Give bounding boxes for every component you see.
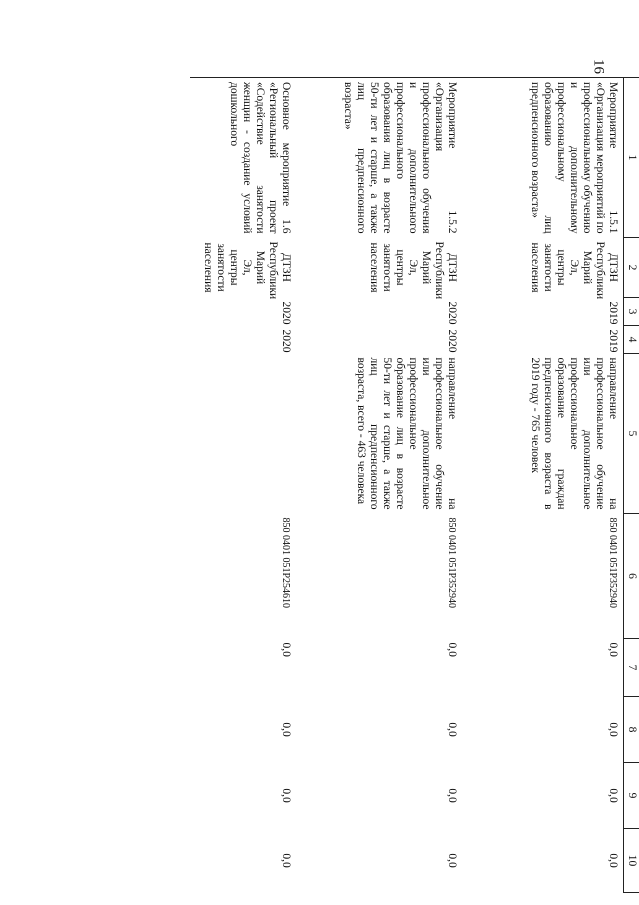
value-cell: 0,0 — [280, 788, 292, 803]
end-year-cell: 2020 — [446, 329, 458, 353]
program-table — [190, 77, 639, 893]
header-cell: 10 — [624, 829, 639, 893]
start-year-cell: 2019 — [607, 301, 619, 325]
value-cell: 0,0 — [446, 722, 458, 737]
start-year-cell: 2020 — [446, 301, 458, 325]
activity-cell: Мероприятие 1.5.2 «Организация профессионального обучения и дополнительного профессионального образования лиц в возрасте 50-ти лет и старше, а также лиц предпенсионного возраста» — [296, 78, 462, 238]
executor-cell: ДТЗН Республики Марий Эл, центры занятости населения — [368, 241, 458, 300]
value-cell: 0,0 — [280, 642, 292, 657]
result-cell: направление на профессиональное обучение или дополнительное профессиональное образование лиц в возрасте 50-ти лет и старше, а также лиц предпенсионного возраста, всего - 463 человека — [355, 357, 458, 510]
header-cell: 2 — [624, 238, 639, 298]
value-cell: 0,0 — [607, 642, 619, 657]
budget-code-cell: 850 0401 051P254610 — [280, 517, 291, 609]
page-number: 16 — [590, 59, 607, 74]
table-header — [624, 78, 639, 893]
header-cell: 6 — [624, 514, 639, 639]
end-year-cell: 2020 — [280, 329, 292, 353]
start-year-cell: 2020 — [280, 301, 292, 325]
header-cell: 1 — [624, 78, 639, 238]
value-cell: 0,0 — [446, 788, 458, 803]
header-cell: 7 — [624, 639, 639, 697]
header-cell: 3 — [624, 298, 639, 326]
header-cell: 4 — [624, 326, 639, 354]
value-cell: 0,0 — [446, 642, 458, 657]
budget-code-cell: 850 0401 051P352940 — [607, 517, 618, 609]
value-cell: 0,0 — [607, 853, 619, 868]
executor-cell: ДТЗН Республики Марий Эл, центры занятости населения — [529, 241, 619, 300]
budget-code-cell: 850 0401 051P352940 — [446, 517, 457, 609]
executor-cell: ДТЗН Республики Марий Эл, центры занятости населения — [202, 241, 292, 300]
header-cell: 8 — [624, 697, 639, 763]
result-cell — [190, 354, 296, 514]
table-row — [462, 78, 624, 893]
value-cell: 0,0 — [607, 722, 619, 737]
rotated-table-container — [120, 77, 639, 892]
value-cell: 0,0 — [446, 853, 458, 868]
header-cell: 9 — [624, 763, 639, 829]
value-cell: 0,0 — [280, 853, 292, 868]
result-cell: направление на профессиональное обучение или дополнительное профессиональное образование граждан предпенсионного возраста в 2019 году - 765 человек — [529, 357, 619, 510]
activity-cell: Основное мероприятие 1.6 «Региональный проект «Содействие занятости женщин - создание условий дошкольного — [190, 78, 296, 238]
end-year-cell: 2019 — [607, 329, 619, 353]
table-row — [190, 78, 296, 893]
header-cell: 5 — [624, 354, 639, 514]
activity-cell: Мероприятие 1.5.1 «Организация мероприятий по профессиональному обучению и дополнительному профессиональному образованию лиц предпенсионного возраста» — [462, 78, 624, 238]
value-cell: 0,0 — [607, 788, 619, 803]
table-row — [296, 78, 462, 893]
value-cell: 0,0 — [280, 722, 292, 737]
